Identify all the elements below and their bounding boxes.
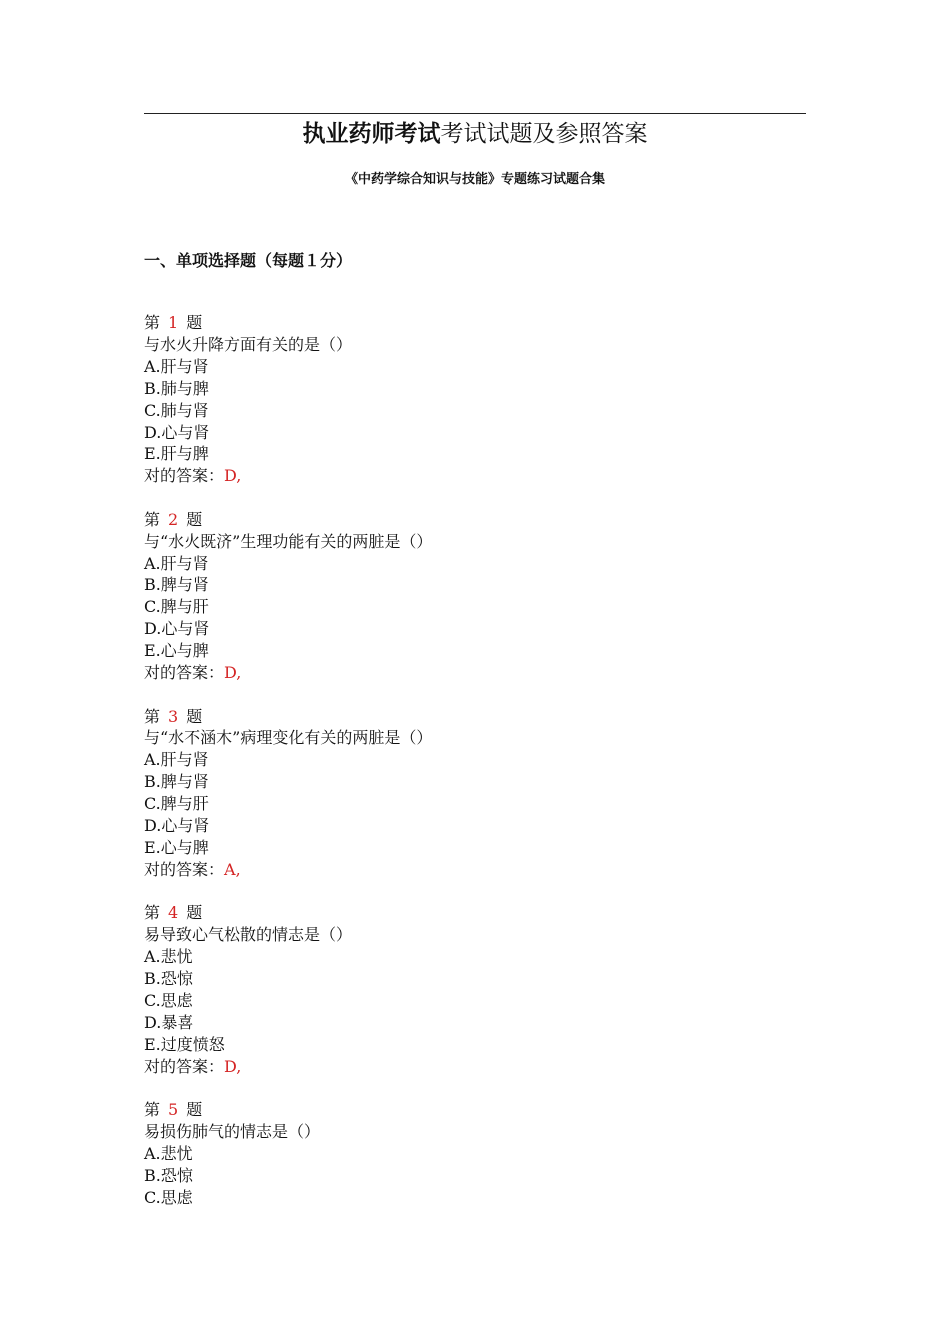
answer-option: A.悲忧	[144, 947, 193, 967]
question-heading	[144, 902, 806, 924]
correct-answer	[144, 465, 806, 487]
question-block	[144, 509, 806, 684]
question-prefix: 第	[144, 509, 161, 529]
correct-answer-value: D,	[224, 466, 242, 486]
document-subtitle: 《中药学综合知识与技能》专题练习试题合集	[344, 172, 605, 187]
answer-option: A.肝与肾	[144, 356, 209, 376]
question-block	[144, 902, 806, 1077]
answer-option: A.悲忧	[144, 1143, 193, 1163]
answer-option: E.心与脾	[144, 837, 209, 857]
answer-option: A.肝与肾	[144, 553, 209, 573]
answer-option: A.肝与肾	[144, 750, 209, 770]
question-block	[144, 1099, 806, 1209]
question-list	[144, 312, 806, 1230]
header-rule	[144, 113, 806, 114]
correct-answer-label: 对的答案：	[144, 859, 225, 879]
question-number: 5	[168, 1100, 179, 1119]
correct-answer-label: 对的答案：	[144, 466, 225, 486]
document-title	[0, 118, 950, 150]
question-prefix: 第	[144, 313, 161, 332]
question-suffix: 题	[186, 706, 203, 726]
question-number: 2	[168, 509, 179, 529]
question-block	[144, 312, 806, 487]
correct-answer	[144, 859, 806, 881]
question-stem: 易损伤肺气的情志是（）	[144, 1121, 321, 1141]
question-stem: 易导致心气松散的情志是（）	[144, 925, 353, 945]
question-prefix: 第	[144, 1100, 161, 1119]
question-stem: 与“水不涵木”病理变化有关的两脏是（）	[144, 728, 433, 748]
question-heading	[144, 312, 806, 334]
question-suffix: 题	[186, 1100, 203, 1119]
correct-answer-value: A,	[224, 859, 241, 879]
question-prefix: 第	[144, 903, 161, 923]
section-title: 一、单项选择题（每题１分）	[144, 251, 353, 270]
correct-answer-value: D,	[224, 1056, 242, 1076]
answer-option: B.恐惊	[144, 1165, 193, 1185]
answer-option: E.过度愤怒	[144, 1034, 225, 1054]
correct-answer-label: 对的答案：	[144, 663, 225, 683]
question-heading	[144, 509, 806, 531]
answer-option: C.脾与肝	[144, 597, 209, 617]
question-number: 4	[168, 903, 179, 923]
question-heading	[144, 1099, 806, 1121]
answer-option: C.思虑	[144, 1187, 193, 1207]
answer-option: B.恐惊	[144, 968, 193, 988]
correct-answer	[144, 662, 806, 684]
question-block	[144, 706, 806, 881]
answer-option: C.思虑	[144, 990, 193, 1010]
question-suffix: 题	[186, 509, 203, 529]
question-heading	[144, 706, 806, 728]
question-suffix: 题	[186, 903, 203, 923]
answer-option: D.心与肾	[144, 619, 210, 639]
answer-option: D.心与肾	[144, 816, 210, 836]
question-suffix: 题	[186, 313, 203, 332]
question-stem: 与水火升降方面有关的是（）	[144, 334, 353, 354]
answer-option: E.肝与脾	[144, 444, 209, 464]
document-title-bold: 执业药师考试	[302, 121, 441, 147]
answer-option: C.肺与肾	[144, 400, 209, 420]
question-number: 3	[168, 706, 179, 726]
answer-option: C.脾与肝	[144, 794, 209, 814]
answer-option: B.脾与肾	[144, 575, 209, 595]
correct-answer-value: D,	[224, 663, 242, 683]
question-prefix: 第	[144, 706, 161, 726]
answer-option: D.暴喜	[144, 1012, 194, 1032]
document-title-rest: 考试试题及参照答案	[440, 121, 648, 147]
answer-option: D.心与肾	[144, 422, 210, 442]
answer-option: B.肺与脾	[144, 378, 209, 398]
answer-option: B.脾与肾	[144, 772, 209, 792]
question-stem: 与“水火既济”生理功能有关的两脏是（）	[144, 531, 433, 551]
correct-answer-label: 对的答案：	[144, 1056, 225, 1076]
correct-answer	[144, 1056, 806, 1078]
question-number: 1	[168, 313, 179, 332]
answer-option: E.心与脾	[144, 641, 209, 661]
